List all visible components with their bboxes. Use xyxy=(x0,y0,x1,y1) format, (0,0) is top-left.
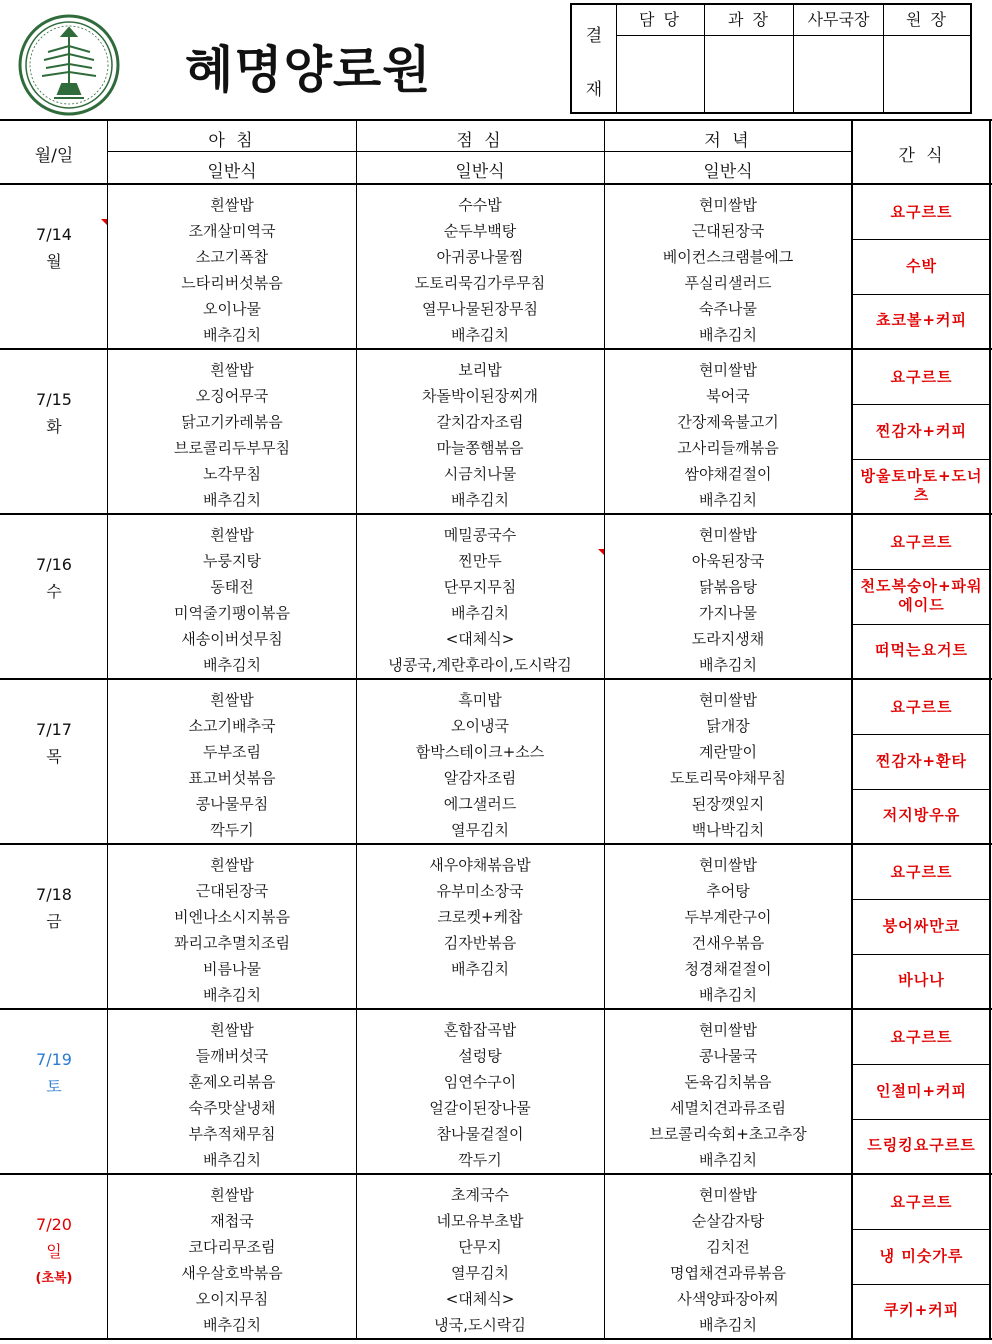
menu-item-breakfast: 흰쌀밥 xyxy=(210,526,254,544)
menu-item-dinner: 간장제육불고기 xyxy=(677,413,779,431)
menu-item-lunch: 단무지 xyxy=(458,1238,502,1256)
menu-item-lunch: 열무나물된장무침 xyxy=(422,300,538,318)
menu-item-lunch: 메밀콩국수 xyxy=(443,526,517,544)
menu-item-dinner: 두부계란구이 xyxy=(684,908,772,926)
menu-item-lunch: 마늘쫑햄볶음 xyxy=(436,439,524,457)
menu-item-breakfast: 오이나물 xyxy=(203,300,261,318)
menu-item-breakfast: 오징어무국 xyxy=(195,387,269,405)
menu-item-breakfast: 훈제오리볶음 xyxy=(188,1073,276,1091)
menu-item-dinner: 배추김치 xyxy=(699,491,757,509)
menu-item-dinner: 세멸치견과류조림 xyxy=(670,1099,786,1117)
menu-item-dinner: 현미쌀밥 xyxy=(699,1021,757,1039)
snack-divider xyxy=(853,404,990,405)
menu-item-dinner: 쌈야채겉절이 xyxy=(684,465,772,483)
menu-item-breakfast: 배추김치 xyxy=(203,491,261,509)
menu-item-dinner: 현미쌀밥 xyxy=(699,526,757,544)
menu-item-lunch: 찐만두 xyxy=(458,552,502,570)
snack-divider xyxy=(853,789,990,790)
menu-item-breakfast: 비름나물 xyxy=(203,960,261,978)
menu-item-breakfast: 새송이버섯무침 xyxy=(181,630,283,648)
menu-item-dinner: 닭개장 xyxy=(706,717,750,735)
menu-item-dinner: 배추김치 xyxy=(699,1151,757,1169)
menu-item-lunch: 냉국,도시락김 xyxy=(434,1316,526,1334)
menu-item-breakfast: 흰쌀밥 xyxy=(210,196,254,214)
menu-item-breakfast: 배추김치 xyxy=(203,986,261,1004)
approval-col-manager xyxy=(705,5,794,112)
snack-divider xyxy=(853,294,990,295)
menu-item-lunch: 초계국수 xyxy=(451,1186,509,1204)
snack-item: 요구르트 xyxy=(890,367,953,386)
menu-item-dinner: 배추김치 xyxy=(699,326,757,344)
snack-divider xyxy=(853,459,990,460)
menu-item-breakfast: 소고기배추국 xyxy=(188,717,276,735)
menu-item-dinner: 현미쌀밥 xyxy=(699,196,757,214)
menu-item-lunch: 유부미소장국 xyxy=(436,882,524,900)
menu-item-breakfast: 미역줄기팽이볶음 xyxy=(174,604,290,622)
date-cell xyxy=(0,551,108,605)
weekday-label: 월 xyxy=(46,252,62,271)
menu-item-breakfast: 표고버섯볶음 xyxy=(188,769,276,787)
menu-item-dinner: 배추김치 xyxy=(699,986,757,1004)
menu-item-breakfast: 깍두기 xyxy=(210,821,254,839)
menu-item-lunch: 시금치나물 xyxy=(443,465,517,483)
menu-item-lunch: 갈치감자조림 xyxy=(436,413,524,431)
menu-item-dinner: 청경채겉절이 xyxy=(684,960,772,978)
col-header-breakfast: 아 침 xyxy=(208,131,256,151)
menu-item-breakfast: 브로콜리두부무침 xyxy=(174,439,290,457)
date-cell xyxy=(0,881,108,935)
snack-item: 떠먹는요거트 xyxy=(875,641,968,660)
snack-item: 붕어싸만코 xyxy=(882,916,961,935)
snack-item: 천도복숭아+파워에이드 xyxy=(860,577,983,615)
snack-item: 쿠키+커피 xyxy=(883,1301,960,1320)
menu-item-breakfast: 흰쌀밥 xyxy=(210,1021,254,1039)
menu-item-lunch: <대체식> xyxy=(445,630,515,648)
menu-item-lunch: 열무김치 xyxy=(451,821,509,839)
menu-item-lunch: 차돌박이된장찌개 xyxy=(422,387,538,405)
menu-item-dinner: 현미쌀밥 xyxy=(699,361,757,379)
menu-item-lunch: <대체식> xyxy=(445,1290,515,1308)
snack-item: 냉 미숫가루 xyxy=(879,1246,964,1265)
menu-item-breakfast: 닭고기카레볶음 xyxy=(181,413,283,431)
date-cell xyxy=(0,386,108,440)
menu-item-breakfast: 부추적채무침 xyxy=(188,1125,276,1143)
menu-item-dinner: 가지나물 xyxy=(699,604,757,622)
date-label: 7/19 xyxy=(36,1050,72,1069)
menu-item-breakfast: 흰쌀밥 xyxy=(210,856,254,874)
menu-item-lunch: 배추김치 xyxy=(451,960,509,978)
menu-item-lunch: 얼갈이된장나물 xyxy=(429,1099,531,1117)
menu-item-dinner: 북어국 xyxy=(706,387,750,405)
menu-item-breakfast: 꽈리고추멸치조림 xyxy=(174,934,290,952)
approval-role: 원 장 xyxy=(884,5,970,36)
menu-item-dinner: 아욱된장국 xyxy=(691,552,765,570)
snack-item: 인절미+커피 xyxy=(875,1081,968,1100)
menu-item-dinner: 숙주나물 xyxy=(699,300,757,318)
row-divider xyxy=(0,678,992,680)
header xyxy=(0,0,992,120)
menu-item-dinner: 건새우볶음 xyxy=(691,934,765,952)
menu-item-dinner: 콩나물국 xyxy=(699,1047,757,1065)
special-day-note: (초복) xyxy=(35,1271,73,1286)
snack-item: 수박 xyxy=(906,256,937,275)
date-label: 7/18 xyxy=(36,885,72,904)
menu-item-lunch: 크로켓+케찹 xyxy=(437,908,523,926)
snack-divider xyxy=(853,1064,990,1065)
row-divider xyxy=(0,1173,992,1175)
menu-item-dinner: 명엽채견과류볶음 xyxy=(670,1264,786,1282)
menu-item-lunch: 새우야채볶음밥 xyxy=(429,856,531,874)
snack-item: 저지방우유 xyxy=(882,806,961,825)
menu-item-breakfast: 재첩국 xyxy=(210,1212,254,1230)
date-cell xyxy=(0,221,108,275)
menu-item-breakfast: 흰쌀밥 xyxy=(210,361,254,379)
sub-header-breakfast: 일반식 xyxy=(207,162,257,182)
col-header-date: 월/일 xyxy=(34,146,74,166)
menu-item-breakfast: 소고기폭찹 xyxy=(195,248,269,266)
weekday-label: 목 xyxy=(46,747,62,766)
menu-item-dinner: 배추김치 xyxy=(699,656,757,674)
snack-item: 요구르트 xyxy=(890,697,953,716)
menu-item-breakfast: 들깨버섯국 xyxy=(195,1047,269,1065)
menu-item-breakfast: 배추김치 xyxy=(203,1316,261,1334)
approval-role: 과 장 xyxy=(705,5,793,36)
menu-item-dinner: 현미쌀밥 xyxy=(699,1186,757,1204)
header-sub-divider xyxy=(108,151,852,152)
menu-item-dinner: 푸실리샐러드 xyxy=(684,274,772,292)
menu-item-breakfast: 배추김치 xyxy=(203,326,261,344)
comment-marker-icon xyxy=(598,549,604,555)
snack-item: 요구르트 xyxy=(890,1027,953,1046)
menu-item-breakfast: 배추김치 xyxy=(203,1151,261,1169)
menu-item-dinner: 사색양파장아찌 xyxy=(677,1290,779,1308)
menu-item-lunch: 단무지무침 xyxy=(443,578,517,596)
menu-item-breakfast: 동태전 xyxy=(210,578,254,596)
menu-item-lunch: 보리밥 xyxy=(458,361,502,379)
menu-item-lunch: 배추김치 xyxy=(451,491,509,509)
menu-item-breakfast: 콩나물무침 xyxy=(195,795,269,813)
menu-item-dinner: 도토리묵야채무침 xyxy=(670,769,786,787)
menu-item-lunch: 혼합잡곡밥 xyxy=(443,1021,517,1039)
comment-marker-icon xyxy=(101,219,107,225)
date-cell xyxy=(0,1046,108,1100)
approval-side-bottom: 재 xyxy=(585,80,603,100)
snack-divider xyxy=(853,1284,990,1285)
menu-item-lunch: 순두부백탕 xyxy=(443,222,517,240)
col-header-dinner: 저 녁 xyxy=(704,131,752,151)
menu-item-dinner: 돈육김치볶음 xyxy=(684,1073,772,1091)
approval-box xyxy=(570,3,972,114)
approval-role: 담 당 xyxy=(616,5,704,36)
menu-item-lunch: 아귀콩나물찜 xyxy=(436,248,524,266)
menu-item-lunch: 도토리묵김가루무침 xyxy=(414,274,546,292)
row-divider xyxy=(0,1338,992,1340)
approval-side-top: 결 xyxy=(585,26,603,46)
weekday-label: 화 xyxy=(46,417,62,436)
weekday-label: 수 xyxy=(46,582,62,601)
snack-item: 바나나 xyxy=(898,971,945,990)
menu-item-dinner: 순살감자탕 xyxy=(691,1212,765,1230)
menu-item-lunch: 알감자조림 xyxy=(443,769,517,787)
menu-item-lunch: 수수밥 xyxy=(458,196,502,214)
snack-item: 요구르트 xyxy=(890,1192,953,1211)
institution-seal-logo xyxy=(18,14,120,116)
menu-item-breakfast: 비엔나소시지볶음 xyxy=(174,908,290,926)
weekday-label: 금 xyxy=(46,912,62,931)
snack-divider xyxy=(853,899,990,900)
menu-item-lunch: 오이냉국 xyxy=(451,717,509,735)
sub-header-lunch: 일반식 xyxy=(455,162,505,182)
menu-item-lunch: 배추김치 xyxy=(451,604,509,622)
menu-item-dinner: 계란말이 xyxy=(699,743,757,761)
snack-item: 찐감자+커피 xyxy=(875,421,968,440)
menu-item-dinner: 배추김치 xyxy=(699,1316,757,1334)
menu-item-lunch: 에그샐러드 xyxy=(443,795,517,813)
menu-item-dinner: 브로콜리숙회+초고추장 xyxy=(649,1125,807,1143)
snack-item: 찐감자+환타 xyxy=(875,751,968,770)
date-cell xyxy=(0,716,108,770)
row-divider xyxy=(0,1008,992,1010)
date-label: 7/17 xyxy=(36,720,72,739)
approval-col-director xyxy=(884,5,970,112)
menu-item-lunch: 배추김치 xyxy=(451,326,509,344)
menu-item-dinner: 도라지생채 xyxy=(691,630,765,648)
snack-item: 방울토마토+도너츠 xyxy=(860,466,983,504)
menu-item-dinner: 현미쌀밥 xyxy=(699,691,757,709)
menu-item-breakfast: 숙주맛살냉채 xyxy=(188,1099,276,1117)
date-label: 7/15 xyxy=(36,390,72,409)
menu-item-dinner: 닭볶음탕 xyxy=(699,578,757,596)
header-bottom-border xyxy=(0,183,992,185)
menu-item-breakfast: 근대된장국 xyxy=(195,882,269,900)
approval-side-label xyxy=(572,5,617,112)
approval-col-secretary xyxy=(794,5,884,112)
table-top-border xyxy=(0,119,992,121)
snack-divider xyxy=(853,239,990,240)
menu-item-lunch: 김자반볶음 xyxy=(443,934,517,952)
snack-item: 쵸코볼+커피 xyxy=(875,311,968,330)
col-header-lunch: 점 심 xyxy=(456,131,504,151)
col-header-snack: 간 식 xyxy=(898,146,946,166)
menu-item-lunch: 깍두기 xyxy=(458,1151,502,1169)
menu-item-dinner: 김치전 xyxy=(706,1238,750,1256)
menu-item-breakfast: 새우살호박볶음 xyxy=(181,1264,283,1282)
menu-item-dinner: 근대된장국 xyxy=(691,222,765,240)
page-title: 혜명양로원 xyxy=(185,41,432,99)
menu-item-lunch: 임연수구이 xyxy=(443,1073,517,1091)
menu-item-breakfast: 노각무침 xyxy=(203,465,261,483)
weekday-label: 토 xyxy=(46,1077,62,1096)
menu-item-breakfast: 조개살미역국 xyxy=(188,222,276,240)
snack-divider xyxy=(853,734,990,735)
menu-item-breakfast: 흰쌀밥 xyxy=(210,691,254,709)
approval-role: 사무국장 xyxy=(794,5,883,36)
menu-item-breakfast: 오이지무침 xyxy=(195,1290,269,1308)
row-divider xyxy=(0,513,992,515)
date-label: 7/16 xyxy=(36,555,72,574)
menu-item-lunch: 네모유부초밥 xyxy=(436,1212,524,1230)
row-divider xyxy=(0,348,992,350)
sub-header-dinner: 일반식 xyxy=(703,162,753,182)
menu-item-dinner: 베이컨스크램블에그 xyxy=(662,248,794,266)
snack-item: 요구르트 xyxy=(890,862,953,881)
row-divider xyxy=(0,843,992,845)
menu-item-dinner: 현미쌀밥 xyxy=(699,856,757,874)
approval-col-staff xyxy=(616,5,705,112)
menu-item-lunch: 설렁탕 xyxy=(458,1047,502,1065)
date-cell xyxy=(0,1211,108,1292)
menu-item-breakfast: 두부조림 xyxy=(203,743,261,761)
menu-item-dinner: 고사리들깨볶음 xyxy=(677,439,779,457)
snack-item: 드링킹요구르트 xyxy=(867,1136,976,1155)
menu-item-lunch: 냉콩국,계란후라이,도시락김 xyxy=(388,656,572,674)
menu-item-lunch: 흑미밥 xyxy=(458,691,502,709)
menu-item-dinner: 된장깻잎지 xyxy=(691,795,765,813)
date-label: 7/14 xyxy=(36,225,72,244)
snack-item: 요구르트 xyxy=(890,532,953,551)
snack-divider xyxy=(853,1119,990,1120)
snack-divider xyxy=(853,1229,990,1230)
menu-item-dinner: 추어탕 xyxy=(706,882,750,900)
menu-item-lunch: 참나물겉절이 xyxy=(436,1125,524,1143)
menu-item-breakfast: 코다리무조림 xyxy=(188,1238,276,1256)
menu-item-breakfast: 느타리버섯볶음 xyxy=(181,274,283,292)
date-label: 7/20 xyxy=(36,1215,72,1234)
snack-item: 요구르트 xyxy=(890,202,953,221)
snack-divider xyxy=(853,624,990,625)
snack-divider xyxy=(853,569,990,570)
snack-divider xyxy=(853,954,990,955)
menu-item-dinner: 백나박김치 xyxy=(691,821,765,839)
menu-item-breakfast: 흰쌀밥 xyxy=(210,1186,254,1204)
menu-item-breakfast: 누룽지탕 xyxy=(203,552,261,570)
menu-item-breakfast: 배추김치 xyxy=(203,656,261,674)
menu-item-lunch: 함박스테이크+소스 xyxy=(415,743,545,761)
weekday-label: 일 xyxy=(46,1242,62,1261)
menu-item-lunch: 열무김치 xyxy=(451,1264,509,1282)
